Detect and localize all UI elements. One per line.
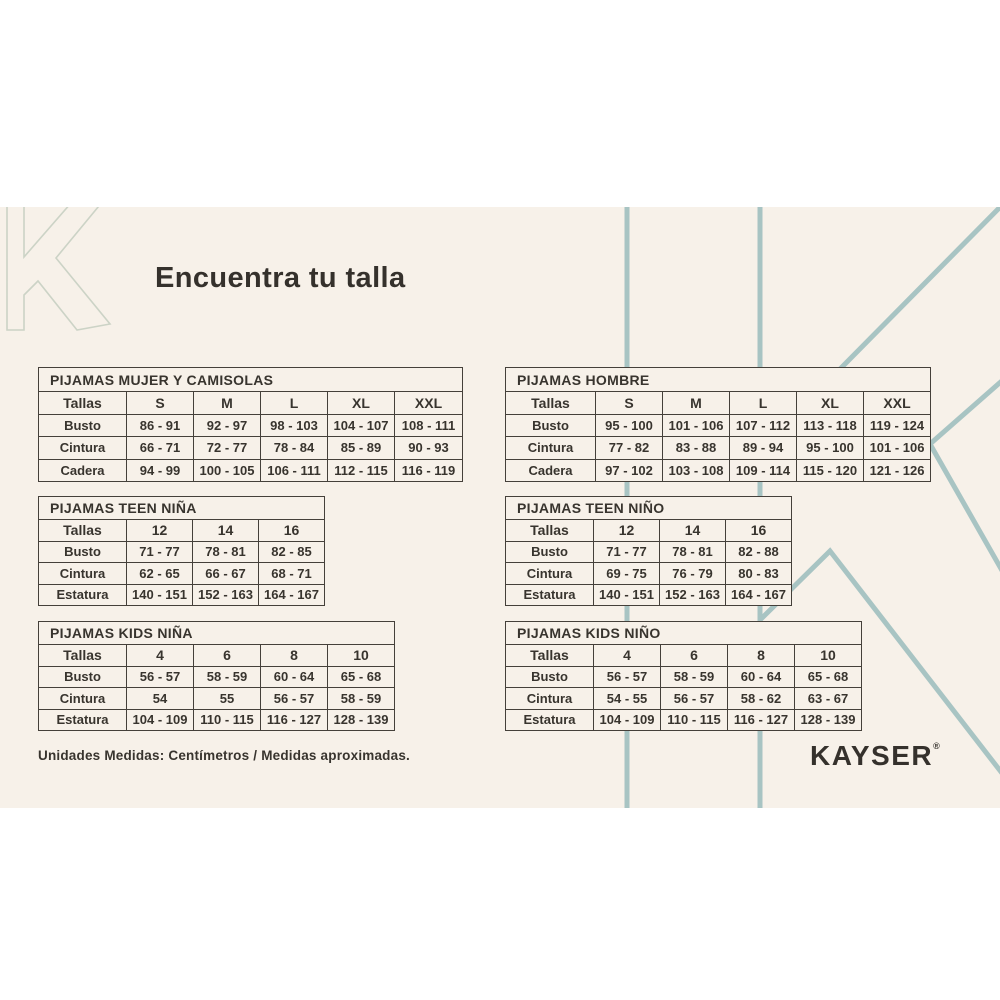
table-title: PIJAMAS KIDS NIÑA — [39, 622, 395, 645]
column-header: XXL — [864, 392, 931, 415]
size-value: 94 - 99 — [127, 459, 194, 482]
size-value: 109 - 114 — [730, 459, 797, 482]
size-value: 152 - 163 — [193, 584, 259, 606]
column-header: M — [194, 392, 261, 415]
size-value: 85 - 89 — [328, 437, 395, 460]
table-row — [506, 666, 862, 688]
column-header: 8 — [728, 645, 795, 667]
size-value: 104 - 109 — [127, 709, 194, 731]
column-header: 16 — [259, 520, 325, 542]
size-value: 103 - 108 — [663, 459, 730, 482]
row-label: Estatura — [506, 709, 594, 731]
size-value: 66 - 67 — [193, 563, 259, 585]
row-label: Busto — [39, 414, 127, 437]
size-value: 100 - 105 — [194, 459, 261, 482]
table-row — [506, 584, 792, 606]
column-header: 14 — [193, 520, 259, 542]
table-title: PIJAMAS HOMBRE — [506, 368, 931, 392]
row-label: Estatura — [39, 709, 127, 731]
kayser-k-outline-left-icon — [7, 207, 110, 330]
registered-trademark-icon: ® — [933, 741, 940, 751]
size-table-pijamas-mujer-y-camisolas — [38, 367, 463, 482]
row-label: Cadera — [506, 459, 596, 482]
column-header: 4 — [594, 645, 661, 667]
size-value: 71 - 77 — [594, 541, 660, 563]
size-value: 128 - 139 — [795, 709, 862, 731]
size-value: 69 - 75 — [594, 563, 660, 585]
size-value: 54 — [127, 688, 194, 710]
size-value: 78 - 84 — [261, 437, 328, 460]
size-table-pijamas-hombre — [505, 367, 931, 482]
column-header: 10 — [328, 645, 395, 667]
size-value: 101 - 106 — [663, 414, 730, 437]
size-value: 72 - 77 — [194, 437, 261, 460]
kayser-logo-text: KAYSER — [810, 740, 934, 771]
size-value: 101 - 106 — [864, 437, 931, 460]
size-value: 116 - 127 — [261, 709, 328, 731]
table-row — [506, 414, 931, 437]
column-header: Tallas — [506, 520, 594, 542]
size-value: 60 - 64 — [728, 666, 795, 688]
column-header: XL — [328, 392, 395, 415]
size-value: 71 - 77 — [127, 541, 193, 563]
size-value: 66 - 71 — [127, 437, 194, 460]
column-header: 12 — [127, 520, 193, 542]
size-value: 89 - 94 — [730, 437, 797, 460]
table-row — [506, 437, 931, 460]
size-value: 97 - 102 — [596, 459, 663, 482]
size-value: 110 - 115 — [661, 709, 728, 731]
table-row — [506, 541, 792, 563]
size-value: 76 - 79 — [660, 563, 726, 585]
size-value: 56 - 57 — [127, 666, 194, 688]
column-header: Tallas — [506, 392, 596, 415]
row-label: Busto — [39, 541, 127, 563]
size-value: 60 - 64 — [261, 666, 328, 688]
column-header: 6 — [194, 645, 261, 667]
size-value: 140 - 151 — [127, 584, 193, 606]
size-value: 98 - 103 — [261, 414, 328, 437]
size-value: 115 - 120 — [797, 459, 864, 482]
column-header: Tallas — [39, 392, 127, 415]
size-value: 140 - 151 — [594, 584, 660, 606]
size-value: 106 - 111 — [261, 459, 328, 482]
table-title: PIJAMAS TEEN NIÑA — [39, 497, 325, 520]
size-table-pijamas-kids-nina — [38, 621, 395, 731]
size-value: 56 - 57 — [261, 688, 328, 710]
size-value: 56 - 57 — [594, 666, 661, 688]
row-label: Busto — [506, 414, 596, 437]
column-header: S — [127, 392, 194, 415]
size-value: 62 - 65 — [127, 563, 193, 585]
size-value: 112 - 115 — [328, 459, 395, 482]
size-value: 54 - 55 — [594, 688, 661, 710]
table-row — [39, 437, 463, 460]
size-value: 104 - 107 — [328, 414, 395, 437]
row-label: Cintura — [506, 437, 596, 460]
size-value: 86 - 91 — [127, 414, 194, 437]
units-note: Unidades Medidas: Centímetros / Medidas aproximadas. — [38, 748, 410, 763]
size-value: 164 - 167 — [259, 584, 325, 606]
table-title: PIJAMAS KIDS NIÑO — [506, 622, 862, 645]
size-value: 65 - 68 — [795, 666, 862, 688]
row-label: Estatura — [39, 584, 127, 606]
table-row — [39, 541, 325, 563]
size-value: 82 - 88 — [726, 541, 792, 563]
column-header: 14 — [660, 520, 726, 542]
table-row — [39, 688, 395, 710]
row-label: Cadera — [39, 459, 127, 482]
size-table-pijamas-teen-nina — [38, 496, 325, 606]
size-value: 113 - 118 — [797, 414, 864, 437]
size-value: 108 - 111 — [395, 414, 463, 437]
size-value: 80 - 83 — [726, 563, 792, 585]
table-row — [39, 459, 463, 482]
size-value: 78 - 81 — [660, 541, 726, 563]
table-row — [39, 584, 325, 606]
row-label: Cintura — [39, 563, 127, 585]
size-value: 95 - 100 — [797, 437, 864, 460]
size-table-pijamas-kids-nino — [505, 621, 862, 731]
row-label: Cintura — [39, 437, 127, 460]
size-value: 121 - 126 — [864, 459, 931, 482]
row-label: Estatura — [506, 584, 594, 606]
column-header: Tallas — [39, 520, 127, 542]
size-value: 65 - 68 — [328, 666, 395, 688]
column-header: Tallas — [39, 645, 127, 667]
table-row — [39, 709, 395, 731]
size-value: 104 - 109 — [594, 709, 661, 731]
page-title: Encuentra tu talla — [155, 262, 406, 294]
size-value: 55 — [194, 688, 261, 710]
size-value: 83 - 88 — [663, 437, 730, 460]
column-header: XL — [797, 392, 864, 415]
size-value: 119 - 124 — [864, 414, 931, 437]
column-header: Tallas — [506, 645, 594, 667]
size-value: 164 - 167 — [726, 584, 792, 606]
column-header: 10 — [795, 645, 862, 667]
table-row — [39, 666, 395, 688]
size-value: 77 - 82 — [596, 437, 663, 460]
size-value: 116 - 119 — [395, 459, 463, 482]
size-value: 110 - 115 — [194, 709, 261, 731]
table-title: PIJAMAS MUJER Y CAMISOLAS — [39, 368, 463, 392]
row-label: Busto — [506, 666, 594, 688]
row-label: Busto — [39, 666, 127, 688]
table-row — [506, 563, 792, 585]
size-value: 92 - 97 — [194, 414, 261, 437]
size-value: 58 - 59 — [661, 666, 728, 688]
column-header: 8 — [261, 645, 328, 667]
column-header: XXL — [395, 392, 463, 415]
size-value: 68 - 71 — [259, 563, 325, 585]
size-value: 90 - 93 — [395, 437, 463, 460]
column-header: M — [663, 392, 730, 415]
column-header: L — [730, 392, 797, 415]
table-row — [39, 563, 325, 585]
table-row — [506, 709, 862, 731]
table-row — [506, 459, 931, 482]
size-value: 58 - 59 — [328, 688, 395, 710]
column-header: 6 — [661, 645, 728, 667]
column-header: 12 — [594, 520, 660, 542]
size-value: 82 - 85 — [259, 541, 325, 563]
size-value: 152 - 163 — [660, 584, 726, 606]
row-label: Cintura — [506, 563, 594, 585]
row-label: Cintura — [506, 688, 594, 710]
size-value: 58 - 59 — [194, 666, 261, 688]
kayser-logo — [810, 740, 940, 772]
size-value: 58 - 62 — [728, 688, 795, 710]
size-value: 116 - 127 — [728, 709, 795, 731]
size-value: 78 - 81 — [193, 541, 259, 563]
table-title: PIJAMAS TEEN NIÑO — [506, 497, 792, 520]
size-value: 95 - 100 — [596, 414, 663, 437]
size-value: 107 - 112 — [730, 414, 797, 437]
column-header: S — [596, 392, 663, 415]
row-label: Cintura — [39, 688, 127, 710]
column-header: 4 — [127, 645, 194, 667]
size-table-pijamas-teen-nino — [505, 496, 792, 606]
size-value: 128 - 139 — [328, 709, 395, 731]
table-row — [39, 414, 463, 437]
table-row — [506, 688, 862, 710]
column-header: 16 — [726, 520, 792, 542]
row-label: Busto — [506, 541, 594, 563]
size-value: 63 - 67 — [795, 688, 862, 710]
size-value: 56 - 57 — [661, 688, 728, 710]
column-header: L — [261, 392, 328, 415]
